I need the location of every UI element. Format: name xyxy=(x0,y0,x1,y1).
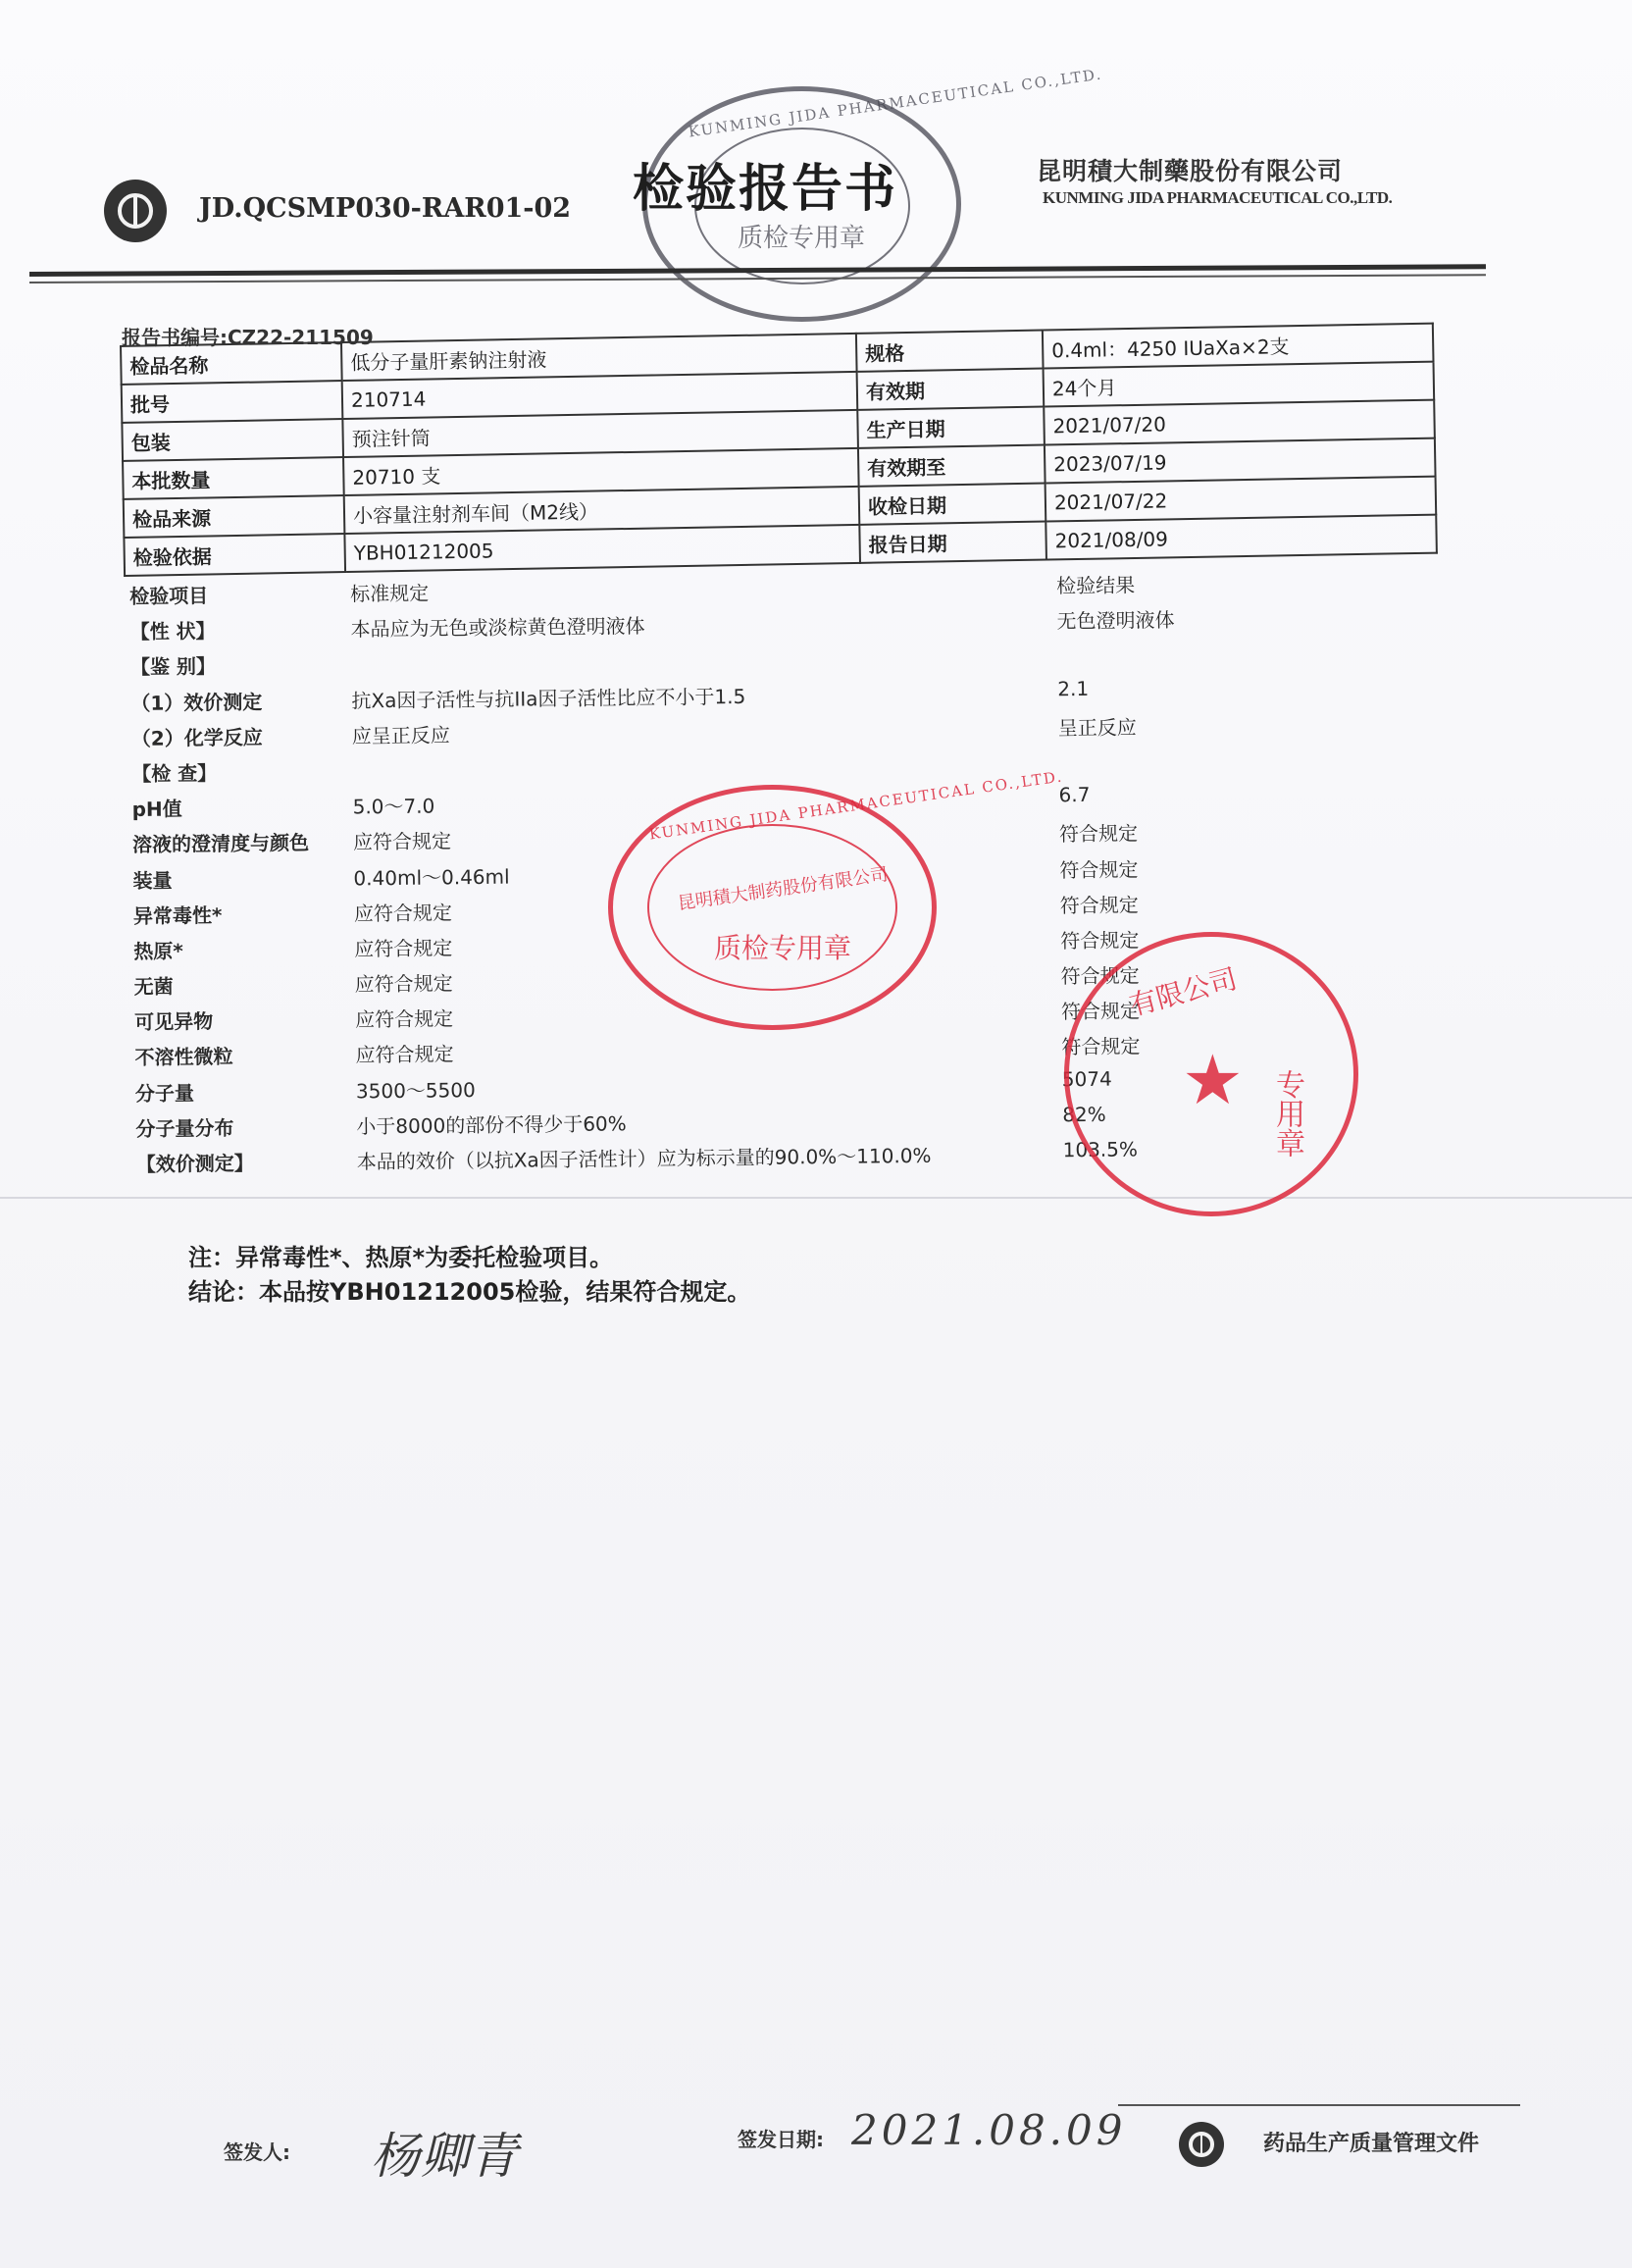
test-item-result: 103.5% xyxy=(1062,1137,1139,1162)
info-value: 2021/07/20 xyxy=(1044,400,1435,445)
info-value: 2021/07/22 xyxy=(1046,477,1437,522)
test-item-name: 无菌 xyxy=(133,974,174,1000)
info-value: 0.4ml：4250 IUaXa×2支 xyxy=(1043,324,1434,369)
info-value: YBH01212005 xyxy=(344,525,860,572)
info-label: 本批数量 xyxy=(123,457,344,499)
test-item-name: 检验项目 xyxy=(129,584,209,608)
test-item-standard: 本品应为无色或淡棕黄色澄明液体 xyxy=(350,614,645,642)
test-item-result: 符合规定 xyxy=(1060,928,1140,954)
info-label: 检品来源 xyxy=(124,495,345,538)
test-item-result: 82% xyxy=(1062,1102,1106,1127)
issue-date-value: 2021.08.09 xyxy=(851,2106,1127,2154)
test-item-result: 符合规定 xyxy=(1060,963,1140,989)
info-value: 低分子量肝素钠注射液 xyxy=(341,334,857,381)
test-item-standard: 应符合规定 xyxy=(352,829,452,854)
info-value: 20710 支 xyxy=(343,448,859,495)
test-item-standard: 0.40ml～0.46ml xyxy=(353,864,510,890)
info-value: 2021/08/09 xyxy=(1046,515,1437,560)
test-item-standard: 应符合规定 xyxy=(355,1042,454,1067)
report-title: 检验报告书 xyxy=(633,159,898,219)
issuer-label: 签发人: xyxy=(224,2140,290,2164)
conclusion-text: 结论：本品按YBH01212005检验，结果符合规定。 xyxy=(188,1278,751,1306)
star-icon: ★ xyxy=(1182,1040,1244,1120)
product-info-table xyxy=(120,323,1438,577)
info-label: 报告日期 xyxy=(859,522,1046,563)
test-item-result: 符合规定 xyxy=(1060,999,1141,1024)
issue-date-label: 签发日期: xyxy=(738,2128,824,2151)
document-code: JD.QCSMP030-RAR01-02 xyxy=(199,193,572,224)
test-item-name: 【检 查】 xyxy=(131,760,218,786)
test-item-result: 检验结果 xyxy=(1056,573,1136,598)
test-item-standard: 小于8000的部份不得少于60% xyxy=(356,1111,627,1139)
test-item-result: 6.7 xyxy=(1058,783,1091,807)
test-item-standard: 抗Xa因子活性与抗IIa因子活性比应不小于1.5 xyxy=(351,684,746,713)
test-item-name: （1）效价测定 xyxy=(130,690,263,715)
test-item-name: 溶液的澄清度与颜色 xyxy=(131,831,310,857)
test-item-standard: 应符合规定 xyxy=(353,900,453,926)
test-item-name: 异常毒性* xyxy=(132,902,223,928)
test-item-name: 分子量 xyxy=(134,1080,195,1106)
info-label: 有效期至 xyxy=(858,445,1046,487)
test-item-standard: 应符合规定 xyxy=(354,1006,454,1032)
info-label: 检验依据 xyxy=(124,534,345,576)
qc-stamp-middle-company: 昆明積大制药股份有限公司 xyxy=(676,864,890,914)
test-item-result: 符合规定 xyxy=(1058,821,1139,847)
test-item-name: 可见异物 xyxy=(133,1009,214,1035)
company-seal-right-ring-text: 有限公司 xyxy=(1126,962,1241,1022)
info-label: 有效期 xyxy=(857,369,1045,410)
test-item-standard: 5.0～7.0 xyxy=(352,794,435,819)
qc-stamp-top-ring-text: KUNMING JIDA PHARMACEUTICAL CO.,LTD. xyxy=(687,65,1104,141)
fold-line xyxy=(0,1197,1632,1199)
info-label: 包装 xyxy=(122,419,343,461)
test-item-standard: 应符合规定 xyxy=(354,971,453,997)
test-item-result: 符合规定 xyxy=(1061,1034,1141,1059)
test-item-name: 热原* xyxy=(133,939,183,963)
company-logo-footer-icon xyxy=(1179,2122,1224,2167)
info-value: 2023/07/19 xyxy=(1045,438,1436,484)
test-item-name: 分子量分布 xyxy=(135,1115,234,1141)
issuer-signature: 杨卿青 xyxy=(371,2128,518,2185)
qc-stamp-top-label: 质检专用章 xyxy=(738,224,866,253)
test-item-result: 呈正反应 xyxy=(1057,715,1137,741)
company-logo-icon xyxy=(104,180,167,242)
company-name-cn: 昆明積大制藥股份有限公司 xyxy=(1037,157,1344,185)
test-item-standard: 本品的效价（以抗Xa因子活性计）应为标示量的90.0%～110.0% xyxy=(356,1143,932,1174)
info-label: 批号 xyxy=(122,381,343,423)
qc-stamp-middle-ring-text: KUNMING JIDA PHARMACEUTICAL CO.,LTD. xyxy=(647,767,1065,844)
document-type: 药品生产质量管理文件 xyxy=(1263,2132,1480,2156)
test-item-standard: 标准规定 xyxy=(350,581,430,606)
test-item-result: 5074 xyxy=(1061,1066,1112,1091)
test-item-standard: 应符合规定 xyxy=(354,936,453,961)
test-item-name: 【效价测定】 xyxy=(135,1151,254,1176)
info-label: 规格 xyxy=(856,331,1044,372)
info-value: 24个月 xyxy=(1044,362,1435,407)
test-item-result: 2.1 xyxy=(1057,676,1090,700)
test-item-name: （2）化学反应 xyxy=(130,725,263,750)
report-number: 报告书编号:CZ22-211509 xyxy=(122,326,374,349)
info-label: 收检日期 xyxy=(859,484,1046,525)
qc-stamp-middle-label: 质检专用章 xyxy=(714,932,852,964)
test-item-result: 无色澄明液体 xyxy=(1056,608,1175,634)
test-item-standard: 3500～5500 xyxy=(355,1077,476,1104)
test-item-name: 【鉴 别】 xyxy=(129,654,217,680)
test-item-name: 不溶性微粒 xyxy=(134,1045,233,1070)
test-item-standard: 应呈正反应 xyxy=(351,723,450,748)
company-name-en: KUNMING JIDA PHARMACEUTICAL CO.,LTD. xyxy=(1043,188,1393,207)
test-item-result: 符合规定 xyxy=(1059,856,1139,882)
footer-rule xyxy=(1118,2104,1520,2106)
test-item-name: 装量 xyxy=(132,868,173,893)
info-value: 小容量注射剂车间（M2线） xyxy=(344,487,860,534)
info-label: 生产日期 xyxy=(857,407,1045,448)
test-item-name: 【性 状】 xyxy=(129,619,216,644)
info-value: 预注针筒 xyxy=(342,410,858,457)
info-value: 210714 xyxy=(342,372,858,419)
company-seal-right-label: 专用章 xyxy=(1270,1069,1304,1158)
info-label: 检品名称 xyxy=(121,342,342,385)
test-item-name: pH值 xyxy=(131,797,182,822)
test-item-result: 符合规定 xyxy=(1059,893,1139,917)
note-text: 注：异常毒性*、热原*为委托检验项目。 xyxy=(188,1244,614,1271)
